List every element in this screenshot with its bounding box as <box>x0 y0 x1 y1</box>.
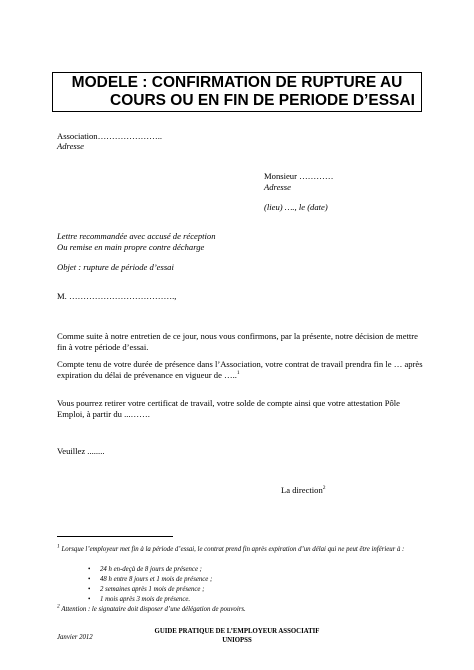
footnote-2-number: 2 <box>57 603 60 610</box>
paragraph-documents-text: Vous pourrez retirer votre certificat de travail, votre solde de compte ainsi que votre attestation Pôle Emploi, à partir du ...……. <box>57 398 400 419</box>
footnote-ref-1: 1 <box>236 370 240 377</box>
footnote-ref-2: 2 <box>322 485 326 492</box>
footnote-2 <box>57 603 246 615</box>
footnote-bullet: • 1 mois après 3 mois de présence. <box>100 596 190 605</box>
footnote-2-text: Attention : le signataire doit disposer d’une délégation de pouvoirs. <box>61 606 246 613</box>
place-date: (lieu) …., le (date) <box>264 202 328 212</box>
recipient-name: Monsieur ………… <box>264 171 334 181</box>
sender-address: Adresse <box>57 141 84 151</box>
footnote-separator <box>57 536 173 537</box>
letter-subject: Objet : rupture de période d’essai <box>57 262 174 272</box>
footer-guide-title: GUIDE PRATIQUE DE L’EMPLOYEUR ASSOCIATIF <box>154 628 320 635</box>
closing-formula: Veuillez ........ <box>57 446 105 456</box>
footnote-bullet: • 24 h en-deçà de 8 jours de présence ; <box>100 566 202 575</box>
paragraph-contract-end <box>57 359 429 381</box>
footnote-bullet: • 2 semaines après 1 mois de présence ; <box>100 586 204 595</box>
paragraph-contract-end-text: Compte tenu de votre durée de présence dans l’Association, votre contrat de travail prendra fin le … après expiration du délai de prévenance en vigueur de ….. <box>57 359 423 380</box>
footer-organization: UNIOPSS <box>222 637 252 644</box>
salutation: M. ………………………………., <box>57 291 177 301</box>
delivery-mode-line-2: Ou remise en main propre contre décharge <box>57 242 205 252</box>
footnote-1 <box>57 543 429 555</box>
footnote-bullet: • 48 h entre 8 jours et 1 mois de présence ; <box>100 576 212 585</box>
footnote-1-text: Lorsque l’employeur met fin à la période d’essai, le contrat prend fin après expiration d’un délai qui ne peut être inférieur à : <box>61 546 405 553</box>
footer-date: Janvier 2012 <box>57 634 93 641</box>
sender-name: Association………………….. <box>57 131 163 141</box>
paragraph-documents <box>57 398 429 420</box>
signature-label: La direction <box>281 485 323 495</box>
document-title-line-1: MODELE : CONFIRMATION DE RUPTURE AU <box>71 74 403 91</box>
signature <box>281 485 326 496</box>
delivery-mode-line-1: Lettre recommandée avec accusé de réception <box>57 231 216 241</box>
recipient-address: Adresse <box>264 182 291 192</box>
paragraph-decision-text: Comme suite à notre entretien de ce jour, nous vous confirmons, par la présente, notre décision de mettre fin à votre période d’essai. <box>57 331 418 352</box>
footnote-1-number: 1 <box>57 543 60 550</box>
paragraph-decision <box>57 331 429 353</box>
document-title-line-2: COURS OU EN FIN DE PERIODE D’ESSAI <box>110 92 415 109</box>
